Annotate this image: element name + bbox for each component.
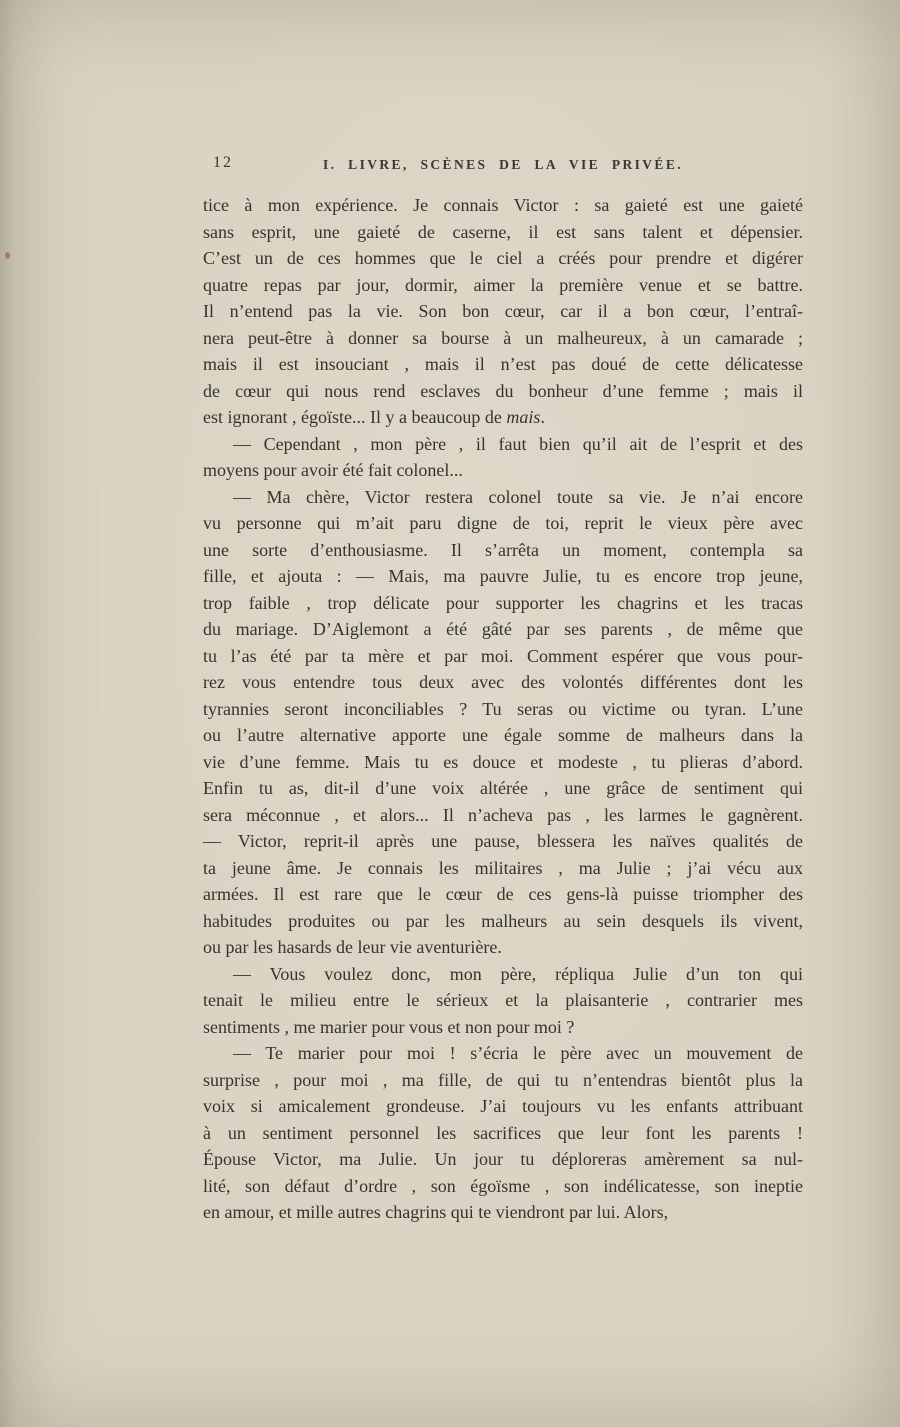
text-line: armées. Il est rare que le cœur de ces gens-là puisse triompher des [203, 884, 803, 904]
text-line: Épouse Victor, ma Julie. Un jour tu déploreras amèrement sa nul- [203, 1149, 803, 1169]
paragraph [203, 431, 803, 484]
text-line: — Victor, reprit-il après une pause, blessera les naïves qualités de [203, 831, 803, 851]
text-line: mais il est insouciant , mais il n’est pas doué de cette délicatesse [203, 354, 803, 374]
paragraph [203, 961, 803, 1041]
text-line: C’est un de ces hommes que le ciel a créés pour prendre et digérer [203, 248, 803, 268]
text-line: de cœur qui nous rend esclaves du bonheur d’une femme ; mais il [203, 380, 803, 401]
text-line: trop faible , trop délicate pour supporter les chagrins et les tracas [203, 592, 803, 613]
text-line: voix si amicalement grondeuse. J’ai toujours vu les enfants attribuant [203, 1096, 803, 1116]
paper-blemish [5, 252, 10, 259]
text-line: nera peut-être à donner sa bourse à un malheureux, à un camarade ; [203, 327, 803, 348]
running-header-title: I. LIVRE, SCÈNES DE LA VIE PRIVÉE. [322, 157, 684, 172]
text-line: sans esprit, une gaieté de caserne, il est sans talent et dépensier. [203, 221, 803, 242]
text-line: Il n’entend pas la vie. Son bon cœur, car il a bon cœur, l’entraî- [203, 301, 803, 321]
text-line: en amour, et mille autres chagrins qui te viendront par lui. Alors, [203, 1202, 669, 1222]
text-line: tyrannies seront inconciliables ? Tu seras ou victime ou tyran. L’une [203, 698, 803, 719]
text-line: vu personne qui m’ait paru digne de toi, reprit le vieux père avec [203, 513, 803, 533]
text-line: habitudes produites ou par les malheurs au sein desquels ils vivent, [203, 910, 803, 931]
paragraph [203, 192, 803, 431]
text-line: vie d’une femme. Mais tu es douce et modeste , tu plieras d’abord. [203, 751, 803, 772]
text-line: lité, son défaut d’ordre , son égoïsme , son indélicatesse, son ineptie [203, 1175, 803, 1196]
text-line: rez vous entendre tous deux avec des volontés différentes dont les [203, 672, 803, 692]
text-line: — Cependant , mon père , il faut bien qu’il ait de l’esprit et des [233, 433, 803, 454]
text-line: moyens pour avoir été fait colonel... [203, 460, 463, 480]
text-line: à un sentiment personnel les sacrifices que leur font les parents ! [203, 1122, 803, 1143]
text-line: tenait le milieu entre le sérieux et la plaisanterie , contrarier mes [203, 990, 803, 1010]
text-line: tu l’as été par ta mère et par moi. Comment espérer que vous pour- [203, 645, 803, 666]
text-line: du mariage. D’Aiglemont a été gâté par ses parents , de même que [203, 619, 803, 639]
text-line: fille, et ajouta : — Mais, ma pauvre Julie, tu es encore trop jeune, [203, 566, 803, 586]
text-line: ou par les hasards de leur vie aventurière. [203, 937, 502, 957]
paragraph [203, 484, 803, 961]
text-line: — Vous voulez donc, mon père, répliqua Julie d’un ton qui [233, 963, 803, 984]
page-body [203, 192, 803, 1226]
running-header [203, 154, 803, 175]
text-line: Enfin tu as, dit-il d’une voix altérée , une grâce de sentiment qui [203, 778, 803, 798]
page-number: 12 [213, 154, 233, 171]
text-line: — Te marier pour moi ! s’écria le père avec un mouvement de [233, 1043, 803, 1063]
text-line: ta jeune âme. Je connais les militaires , ma Julie ; j’ai vécu aux [203, 857, 803, 878]
text-line: sera méconnue , et alors... Il n’acheva pas , les larmes le gagnèrent. [203, 804, 803, 825]
text-line: tice à mon expérience. Je connais Victor : sa gaieté est une gaieté [203, 195, 803, 215]
text-line: est ignorant , égoïste... Il y a beaucoup de mais. [203, 407, 545, 427]
text-line: surprise , pour moi , ma fille, de qui tu n’entendras bientôt plus la [203, 1069, 803, 1090]
paragraph [203, 1040, 803, 1226]
text-line: ou l’autre alternative apporte une égale somme de malheurs dans la [203, 725, 803, 745]
text-line: une sorte d’enthousiasme. Il s’arrêta un moment, contempla sa [203, 539, 803, 560]
text-line: quatre repas par jour, dormir, aimer la première venue et se battre. [203, 274, 803, 295]
text-block [203, 154, 803, 1226]
text-line: sentiments , me marier pour vous et non pour moi ? [203, 1016, 575, 1037]
text-line: — Ma chère, Victor restera colonel toute sa vie. Je n’ai encore [233, 486, 803, 507]
